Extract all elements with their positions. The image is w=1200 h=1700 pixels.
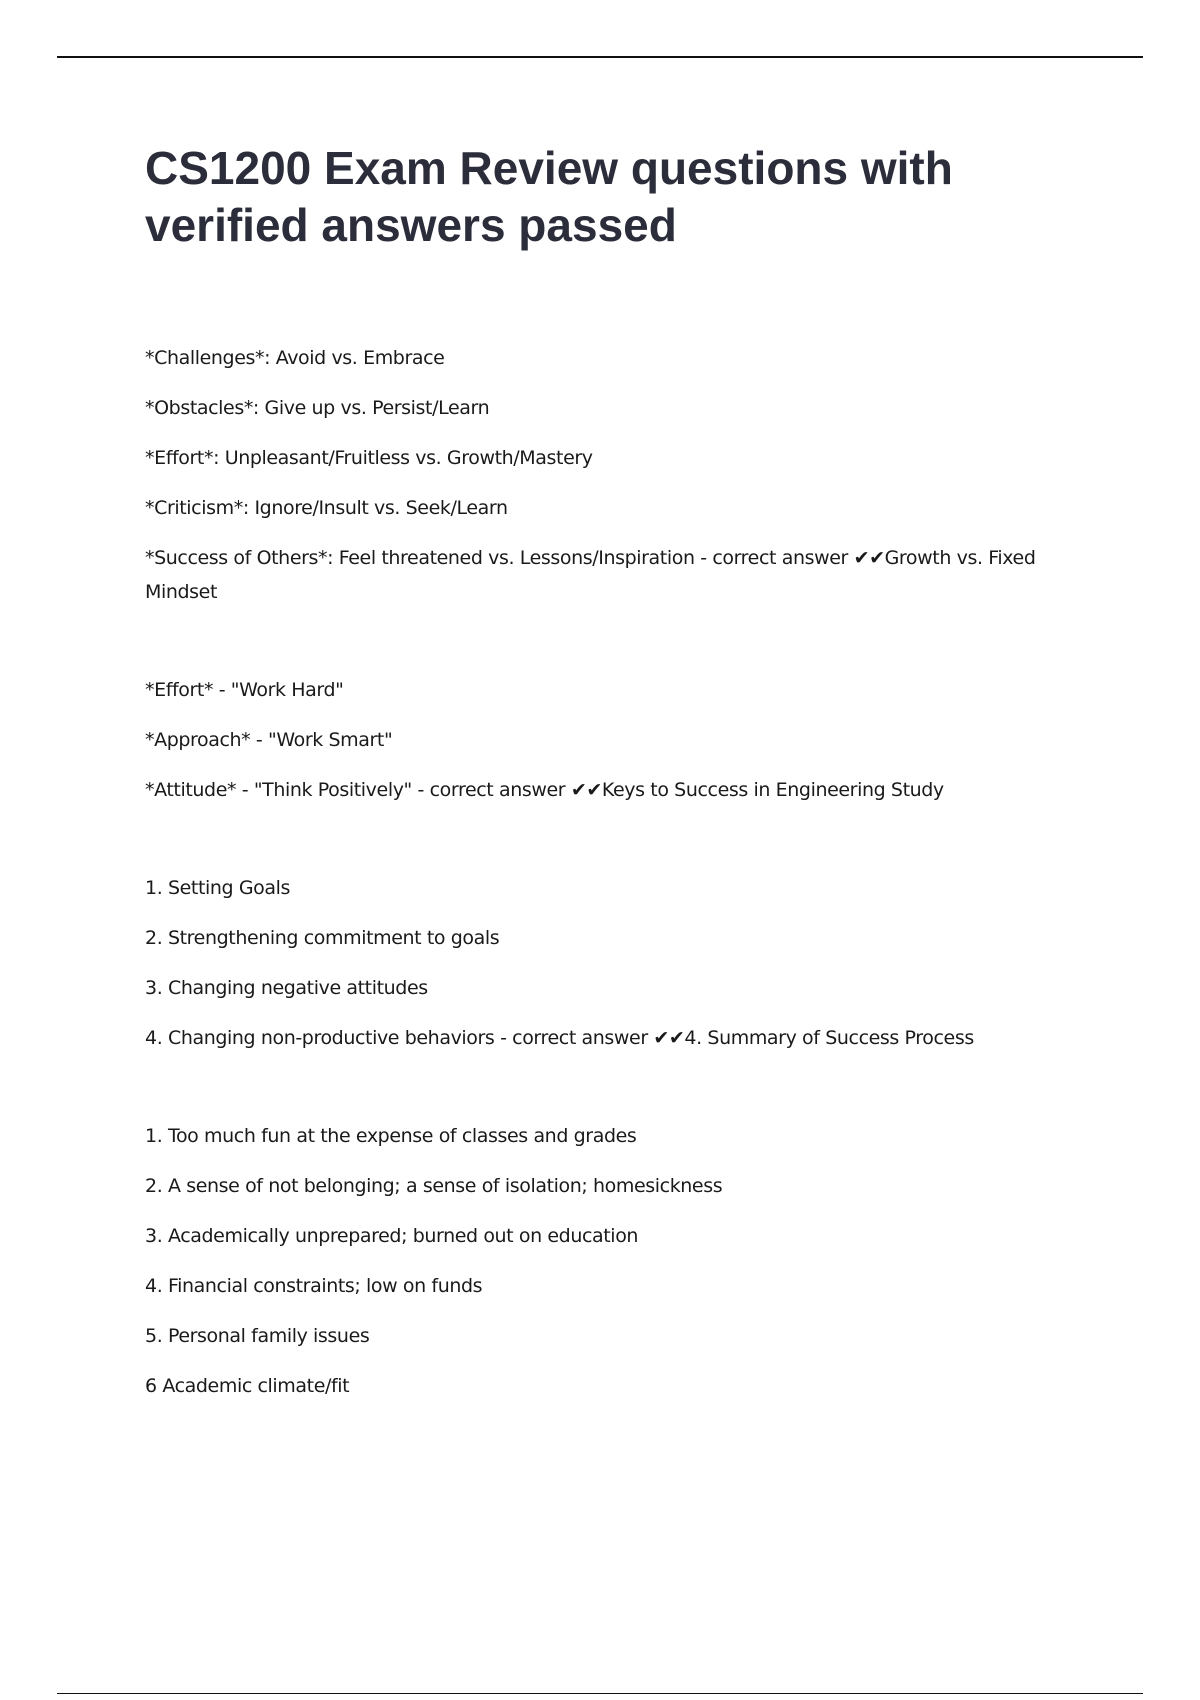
text-line: 1. Too much fun at the expense of classes and grades	[145, 1125, 637, 1147]
paragraph-gap	[145, 823, 1075, 871]
block-reasons-list	[145, 1119, 1075, 1403]
text-line: *Success of Others*: Feel threatened vs. Lessons/Inspiration - correct answer ✔✔Growth vs. Fixed Mindset	[145, 547, 1036, 603]
document-body	[145, 341, 1075, 1403]
text-line: 2. A sense of not belonging; a sense of isolation; homesickness	[145, 1175, 723, 1197]
document-page	[145, 140, 1075, 1419]
text-line: *Attitude* - "Think Positively" - correct answer ✔✔Keys to Success in Engineering Study	[145, 779, 944, 801]
paragraph-gap	[145, 625, 1075, 673]
text-line: 2. Strengthening commitment to goals	[145, 927, 500, 949]
text-line: *Criticism*: Ignore/Insult vs. Seek/Learn	[145, 497, 508, 519]
text-line: 5. Personal family issues	[145, 1325, 370, 1347]
text-line: *Effort* - "Work Hard"	[145, 679, 344, 701]
top-rule	[57, 56, 1143, 58]
paragraph-gap	[145, 1071, 1075, 1119]
document-title: CS1200 Exam Review questions with verified answers passed	[145, 142, 953, 251]
block-mindset	[145, 341, 1075, 609]
text-line: *Obstacles*: Give up vs. Persist/Learn	[145, 397, 490, 419]
text-line: 3. Changing negative attitudes	[145, 977, 428, 999]
text-line: 4. Changing non-productive behaviors - correct answer ✔✔4. Summary of Success Process	[145, 1027, 974, 1049]
text-line: *Effort*: Unpleasant/Fruitless vs. Growth/Mastery	[145, 447, 593, 469]
bottom-rule	[57, 1693, 1143, 1694]
text-line: *Approach* - "Work Smart"	[145, 729, 393, 751]
text-line: 4. Financial constraints; low on funds	[145, 1275, 483, 1297]
block-keys-to-success	[145, 673, 1075, 807]
text-line: 6 Academic climate/fit	[145, 1375, 350, 1397]
text-line: 3. Academically unprepared; burned out on education	[145, 1225, 639, 1247]
text-line: 1. Setting Goals	[145, 877, 291, 899]
text-line: *Challenges*: Avoid vs. Embrace	[145, 347, 445, 369]
block-success-process	[145, 871, 1075, 1055]
